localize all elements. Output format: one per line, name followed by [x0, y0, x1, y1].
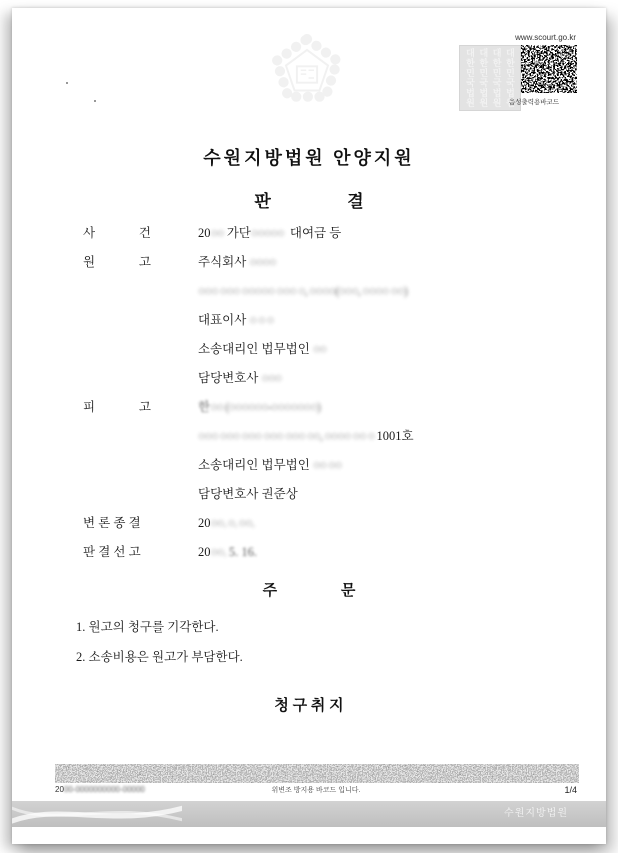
sentencing-date: [198, 538, 257, 567]
stamp-caption: 음성출력용바코드: [508, 99, 560, 106]
empty-label: [83, 335, 198, 364]
redacted-text: ○○: [210, 226, 224, 240]
order-items: [76, 612, 578, 672]
closing-year: 20: [198, 516, 211, 530]
plaintiff-ceo-row: [83, 306, 578, 335]
attorney-value: [198, 364, 281, 393]
case-value: [198, 219, 341, 248]
case-year: 20: [198, 226, 211, 240]
court-title: 수원지방법원 안양지원: [203, 148, 415, 168]
empty-label: [83, 306, 198, 335]
counsel-label: 소송대리인 법무법인: [198, 342, 313, 356]
case-type: 가단: [223, 226, 251, 240]
ceo-value: [198, 306, 273, 335]
redacted-address: ○○○ ○○○ ○○○ ○○○ ○○○ ○○, ○○○○ ○○ ○: [198, 429, 377, 443]
stamp-text-col: 대한민국법원: [491, 48, 502, 108]
scourt-url: www.scourt.go.kr: [515, 33, 576, 42]
plaintiff-name: [198, 248, 276, 277]
bottom-court-bar: [12, 801, 606, 827]
barcode-caption: 위변조 방지용 바코드 입니다.: [271, 787, 361, 794]
order-heading: 주 문: [262, 583, 356, 599]
anti-forgery-barcode: [55, 764, 579, 783]
counsel-value: [198, 451, 341, 480]
sentencing-date-row: [83, 538, 578, 567]
sentencing-year: 20: [198, 545, 211, 559]
closing-label: 변 론 종 결: [83, 516, 141, 530]
redacted-text: ○○. ○. ○○.: [210, 516, 254, 530]
empty-label: [83, 451, 198, 480]
defendant-counsel-row: [83, 451, 578, 480]
scan-speckle: [66, 82, 68, 84]
address-unit: 1001호: [376, 429, 414, 443]
empty-label: [83, 277, 198, 306]
judgment-document-page: [12, 8, 606, 844]
plaintiff-attorney-row: [83, 364, 578, 393]
defendant-address: [198, 422, 414, 451]
footer-row: [55, 785, 577, 797]
defendant-name: [198, 393, 320, 422]
swoosh-decoration: [12, 801, 182, 827]
empty-label: [83, 480, 198, 509]
plaintiff-row: [83, 248, 578, 277]
redacted-text: 00-0000000000-00000: [63, 785, 145, 794]
claim-heading: 청 구 취 지: [274, 698, 344, 714]
case-number-row: [83, 219, 578, 248]
stamp-text-col: 대한민국법원: [478, 48, 489, 108]
defendant-address-row: [83, 422, 578, 451]
qr-barcode: [521, 45, 577, 93]
plaintiff-counsel-row: [83, 335, 578, 364]
defendant-row: [83, 393, 578, 422]
stamp-text-col: 대한민국법원: [464, 48, 475, 108]
closing-date: [198, 509, 254, 538]
sentencing-label: 판 결 선 고: [83, 545, 141, 559]
defendant-label: 피 고: [83, 400, 151, 414]
counsel-value: [198, 335, 326, 364]
stamp-text-col: 대한민국법원: [505, 48, 515, 108]
order-item-1: 1. 원고의 청구를 기각한다.: [76, 620, 219, 634]
case-info-section: [83, 219, 578, 567]
redacted-text: ○○○: [261, 371, 282, 385]
counsel-label: 소송대리인 법무법인: [198, 458, 313, 472]
redacted-text: ○○: [312, 342, 327, 356]
document-type-heading: 판 결: [254, 192, 364, 211]
redacted-text: ○○○○: [249, 255, 276, 269]
scan-speckle: [94, 100, 96, 102]
page-indicator: 1/4: [564, 785, 577, 795]
attorney-label: 담당변호사: [198, 371, 262, 385]
redacted-address: ○○○ ○○○ ○○○○○ ○○○ ○, ○○○○(○○○, ○○○○ ○○): [198, 284, 407, 298]
redacted-text: ○○ (○○○○○○-○○○○○○○): [210, 400, 320, 414]
empty-label: [83, 364, 198, 393]
redacted-text: ○○.: [210, 545, 226, 559]
redacted-text: ○○○○○: [250, 226, 284, 240]
case-label: 사 건: [83, 226, 151, 240]
defendant-attorney-row: [83, 480, 578, 509]
closing-date-row: [83, 509, 578, 538]
empty-label: [83, 422, 198, 451]
plaintiff-address-row: [83, 277, 578, 306]
order-item-2: 2. 소송비용은 원고가 부담한다.: [76, 650, 243, 664]
plaintiff-label: 원 고: [83, 255, 151, 269]
attorney-value: 담당변호사 권준상: [198, 487, 298, 501]
plaintiff-name-prefix: 주식회사: [198, 255, 250, 269]
court-bar-label: 수원지방법원: [504, 808, 568, 819]
doc-number-prefix: 20: [55, 785, 64, 794]
case-subject: 대여금 등: [283, 226, 342, 240]
ceo-label: 대표이사: [198, 313, 250, 327]
redacted-text: ○ ○ ○: [249, 313, 274, 327]
defendant-name-prefix: 한: [198, 400, 211, 414]
court-emblem-watermark: [268, 32, 346, 110]
redacted-text: ○○ ○○: [312, 458, 342, 472]
sentencing-day: 5. 16.: [225, 545, 257, 559]
